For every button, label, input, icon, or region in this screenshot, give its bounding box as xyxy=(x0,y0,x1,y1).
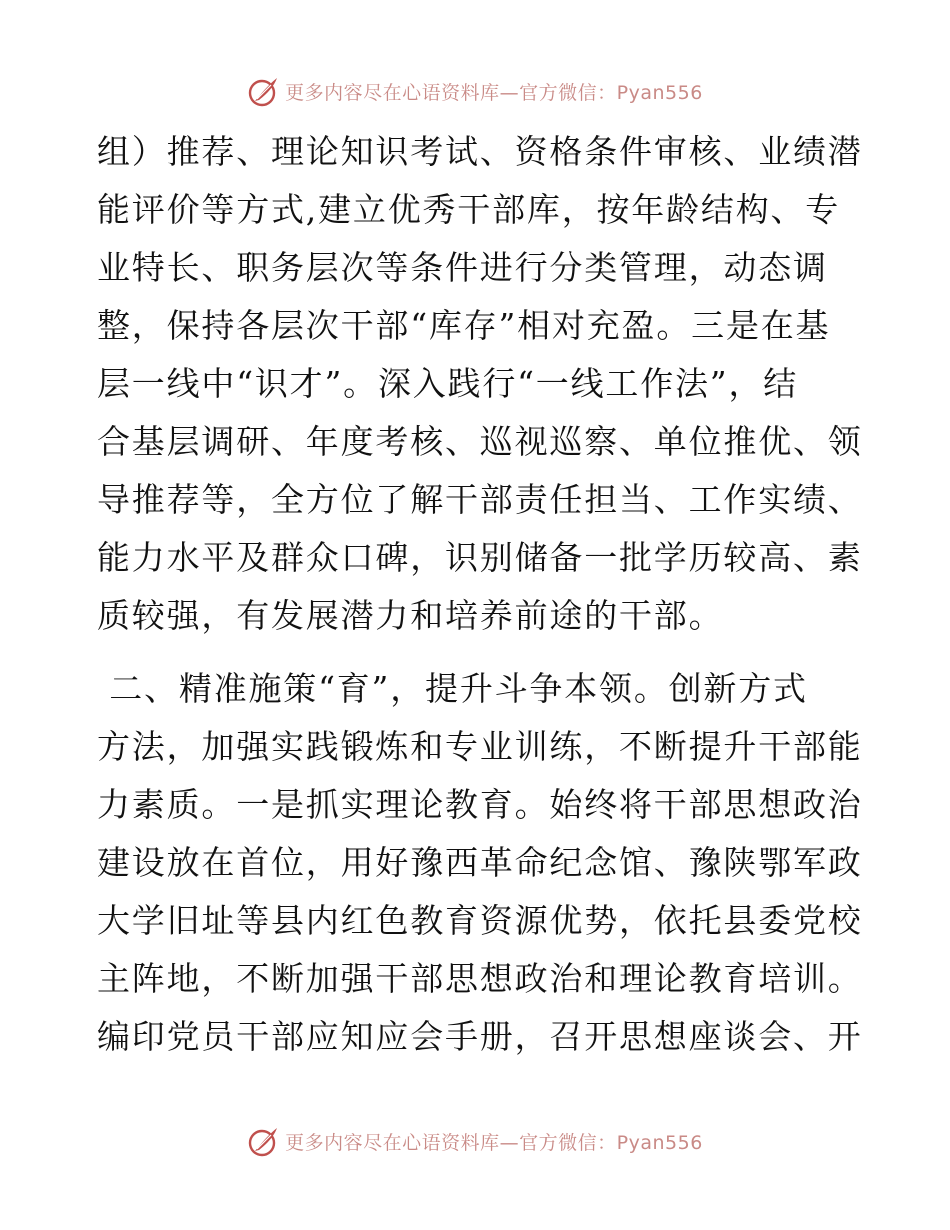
watermark-text: 更多内容尽在心语资料库—官方微信：Pyan556 xyxy=(285,1131,703,1154)
text-line: 主阵地，不断加强干部思想政治和理论教育培训。 xyxy=(97,959,863,998)
text-line: 方法，加强实践锻炼和专业训练，不断提升干部能 xyxy=(97,727,863,766)
paragraph-spacer xyxy=(97,645,853,660)
text-line: 能评价等方式,建立优秀干部库，按年龄结构、专 xyxy=(97,190,841,229)
footer-watermark xyxy=(0,1124,950,1158)
text-line: 整，保持各层次干部“库存”相对充盈。三是在基 xyxy=(97,306,831,345)
quill-pen-logo-icon xyxy=(247,74,281,108)
text-line: 业特长、职务层次等条件进行分类管理，动态调 xyxy=(97,248,828,287)
text-line: 编印党员干部应知应会手册，召开思想座谈会、开 xyxy=(97,1017,863,1056)
text-line: 二、精准施策“育”，提升斗争本领。创新方式 xyxy=(97,669,808,708)
text-line: 力素质。一是抓实理论教育。始终将干部思想政治 xyxy=(97,785,863,824)
text-line: 质较强，有发展潜力和培养前途的干部。 xyxy=(97,596,724,635)
quill-pen-logo-icon xyxy=(247,1124,281,1158)
watermark-text: 更多内容尽在心语资料库—官方微信：Pyan556 xyxy=(285,81,703,104)
text-line: 合基层调研、年度考核、巡视巡察、单位推优、领 xyxy=(97,422,863,461)
text-line: 建设放在首位，用好豫西革命纪念馆、豫陕鄂军政 xyxy=(97,843,863,882)
text-line: 大学旧址等县内红色教育资源优势，依托县委党校 xyxy=(97,901,863,940)
text-line: 层一线中“识才”。深入践行“一线工作法”，结 xyxy=(97,364,799,403)
paragraph-2 xyxy=(97,660,863,1066)
document-body xyxy=(97,123,863,1066)
header-watermark xyxy=(0,74,950,108)
text-line: 能力水平及群众口碑，识别储备一批学历较高、素 xyxy=(97,538,863,577)
paragraph-1 xyxy=(97,123,863,645)
text-line: 导推荐等，全方位了解干部责任担当、工作实绩、 xyxy=(97,480,863,519)
text-line: 组）推荐、理论知识考试、资格条件审核、业绩潜 xyxy=(97,132,863,171)
